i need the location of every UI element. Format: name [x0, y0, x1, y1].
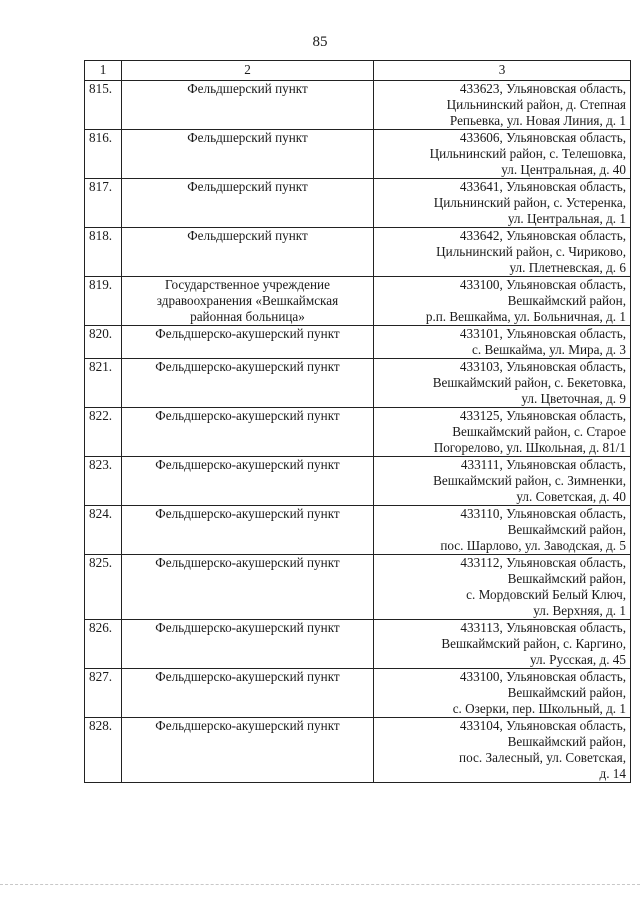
row-number: 822. [85, 408, 122, 457]
facility-name-line: Фельдшерско-акушерский пункт [155, 408, 340, 423]
address-line: Вешкаймский район, с. Каргино, [441, 636, 626, 651]
facility-name [122, 81, 374, 130]
table-row [85, 277, 631, 326]
row-number: 820. [85, 326, 122, 359]
row-number: 817. [85, 179, 122, 228]
table-row [85, 130, 631, 179]
facility-name-line: Государственное учреждение [165, 277, 330, 292]
address-line: р.п. Вешкайма, ул. Больничная, д. 1 [425, 309, 626, 324]
address-line: 433641, Ульяновская область, [459, 179, 626, 194]
facility-name [122, 506, 374, 555]
address-line: 433100, Ульяновская область, [459, 277, 626, 292]
address-line: Цильнинский район, с. Телешовка, [429, 146, 626, 161]
address-line: 433112, Ульяновская область, [460, 555, 626, 570]
page-number: 85 [312, 34, 328, 50]
facility-address [374, 228, 631, 277]
address-line: ул. Цветочная, д. 9 [521, 391, 626, 406]
facility-name-line: Фельдшерско-акушерский пункт [155, 669, 340, 684]
facility-name-line: Фельдшерско-акушерский пункт [155, 620, 340, 635]
facility-address [374, 408, 631, 457]
facility-table [84, 60, 631, 783]
address-line: с. Вешкайма, ул. Мира, д. 3 [472, 342, 626, 357]
facility-name-line: Фельдшерско-акушерский пункт [155, 326, 340, 341]
address-line: Вешкаймский район, [507, 571, 626, 586]
facility-name [122, 555, 374, 620]
table-row [85, 457, 631, 506]
row-number: 827. [85, 669, 122, 718]
facility-name [122, 130, 374, 179]
facility-address [374, 179, 631, 228]
table-row [85, 359, 631, 408]
facility-name [122, 277, 374, 326]
facility-address [374, 81, 631, 130]
row-number: 828. [85, 718, 122, 783]
row-number: 816. [85, 130, 122, 179]
row-number: 826. [85, 620, 122, 669]
address-line: Погорелово, ул. Школьная, д. 81/1 [433, 440, 626, 455]
table-row [85, 669, 631, 718]
address-line: ул. Советская, д. 40 [516, 489, 626, 504]
row-number: 819. [85, 277, 122, 326]
table-row [85, 718, 631, 783]
facility-name-line: Фельдшерско-акушерский пункт [155, 506, 340, 521]
table-row [85, 228, 631, 277]
facility-address [374, 669, 631, 718]
address-line: Вешкаймский район, с. Старое [452, 424, 626, 439]
facility-name-line: Фельдшерский пункт [187, 81, 308, 96]
table-row [85, 179, 631, 228]
address-line: Репьевка, ул. Новая Линия, д. 1 [449, 113, 626, 128]
address-line: 433623, Ульяновская область, [459, 81, 626, 96]
facility-name [122, 326, 374, 359]
address-line: Вешкаймский район, [507, 734, 626, 749]
facility-name [122, 620, 374, 669]
address-line: Вешкаймский район, [507, 522, 626, 537]
column-header-1: 1 [85, 61, 122, 81]
facility-name-line: Фельдшерско-акушерский пункт [155, 457, 340, 472]
facility-name-line: Фельдшерско-акушерский пункт [155, 718, 340, 733]
address-line: с. Мордовский Белый Ключ, [466, 587, 626, 602]
facility-address [374, 457, 631, 506]
address-line: 433100, Ульяновская область, [459, 669, 626, 684]
facility-address [374, 555, 631, 620]
column-header-2: 2 [122, 61, 374, 81]
table-row [85, 408, 631, 457]
table-row [85, 506, 631, 555]
address-line: 433101, Ульяновская область, [459, 326, 626, 341]
row-number: 824. [85, 506, 122, 555]
facility-name [122, 228, 374, 277]
row-number: 825. [85, 555, 122, 620]
facility-address [374, 359, 631, 408]
address-line: 433111, Ульяновская область, [460, 457, 626, 472]
facility-name [122, 718, 374, 783]
address-line: д. 14 [599, 766, 626, 781]
facility-name-line: Фельдшерский пункт [187, 228, 308, 243]
table-row [85, 620, 631, 669]
address-line: 433642, Ульяновская область, [459, 228, 626, 243]
facility-address [374, 506, 631, 555]
facility-name-line: Фельдшерско-акушерский пункт [155, 359, 340, 374]
table-row [85, 555, 631, 620]
row-number: 821. [85, 359, 122, 408]
address-line: Цильнинский район, с. Устеренка, [433, 195, 626, 210]
address-line: 433606, Ульяновская область, [459, 130, 626, 145]
row-number: 823. [85, 457, 122, 506]
address-line: 433125, Ульяновская область, [459, 408, 626, 423]
facility-name-line: Фельдшерско-акушерский пункт [155, 555, 340, 570]
address-line: 433103, Ульяновская область, [459, 359, 626, 374]
facility-name [122, 457, 374, 506]
row-number: 818. [85, 228, 122, 277]
address-line: Вешкаймский район, [507, 685, 626, 700]
address-line: Цильнинский район, д. Степная [446, 97, 626, 112]
facility-name-line: районная больница» [190, 309, 305, 324]
table-body [85, 81, 631, 783]
address-line: Вешкаймский район, с. Зимненки, [433, 473, 626, 488]
facility-address [374, 620, 631, 669]
address-line: ул. Центральная, д. 40 [501, 162, 626, 177]
scan-edge-artifact [0, 884, 640, 889]
table-row [85, 326, 631, 359]
facility-address [374, 326, 631, 359]
facility-address [374, 277, 631, 326]
address-line: пос. Залесный, ул. Советская, [459, 750, 626, 765]
address-line: 433110, Ульяновская область, [460, 506, 626, 521]
address-line: пос. Шарлово, ул. Заводская, д. 5 [440, 538, 626, 553]
address-line: с. Озерки, пер. Школьный, д. 1 [452, 701, 626, 716]
address-line: 433104, Ульяновская область, [459, 718, 626, 733]
address-line: ул. Верхняя, д. 1 [533, 603, 626, 618]
address-line: Вешкаймский район, с. Бекетовка, [432, 375, 626, 390]
address-line: ул. Плетневская, д. 6 [509, 260, 626, 275]
address-line: Цильнинский район, с. Чириково, [436, 244, 626, 259]
facility-name [122, 669, 374, 718]
row-number: 815. [85, 81, 122, 130]
address-line: ул. Русская, д. 45 [529, 652, 626, 667]
facility-address [374, 130, 631, 179]
address-line: Вешкаймский район, [507, 293, 626, 308]
table-header-row [85, 61, 631, 81]
table-row [85, 81, 631, 130]
facility-name-line: здравоохранения «Вешкаймская [156, 293, 339, 308]
facility-name [122, 408, 374, 457]
facility-name [122, 179, 374, 228]
facility-name-line: Фельдшерский пункт [187, 179, 308, 194]
facility-address [374, 718, 631, 783]
address-line: 433113, Ульяновская область, [460, 620, 626, 635]
facility-name-line: Фельдшерский пункт [187, 130, 308, 145]
facility-name [122, 359, 374, 408]
address-line: ул. Центральная, д. 1 [507, 211, 626, 226]
column-header-3: 3 [374, 61, 631, 81]
